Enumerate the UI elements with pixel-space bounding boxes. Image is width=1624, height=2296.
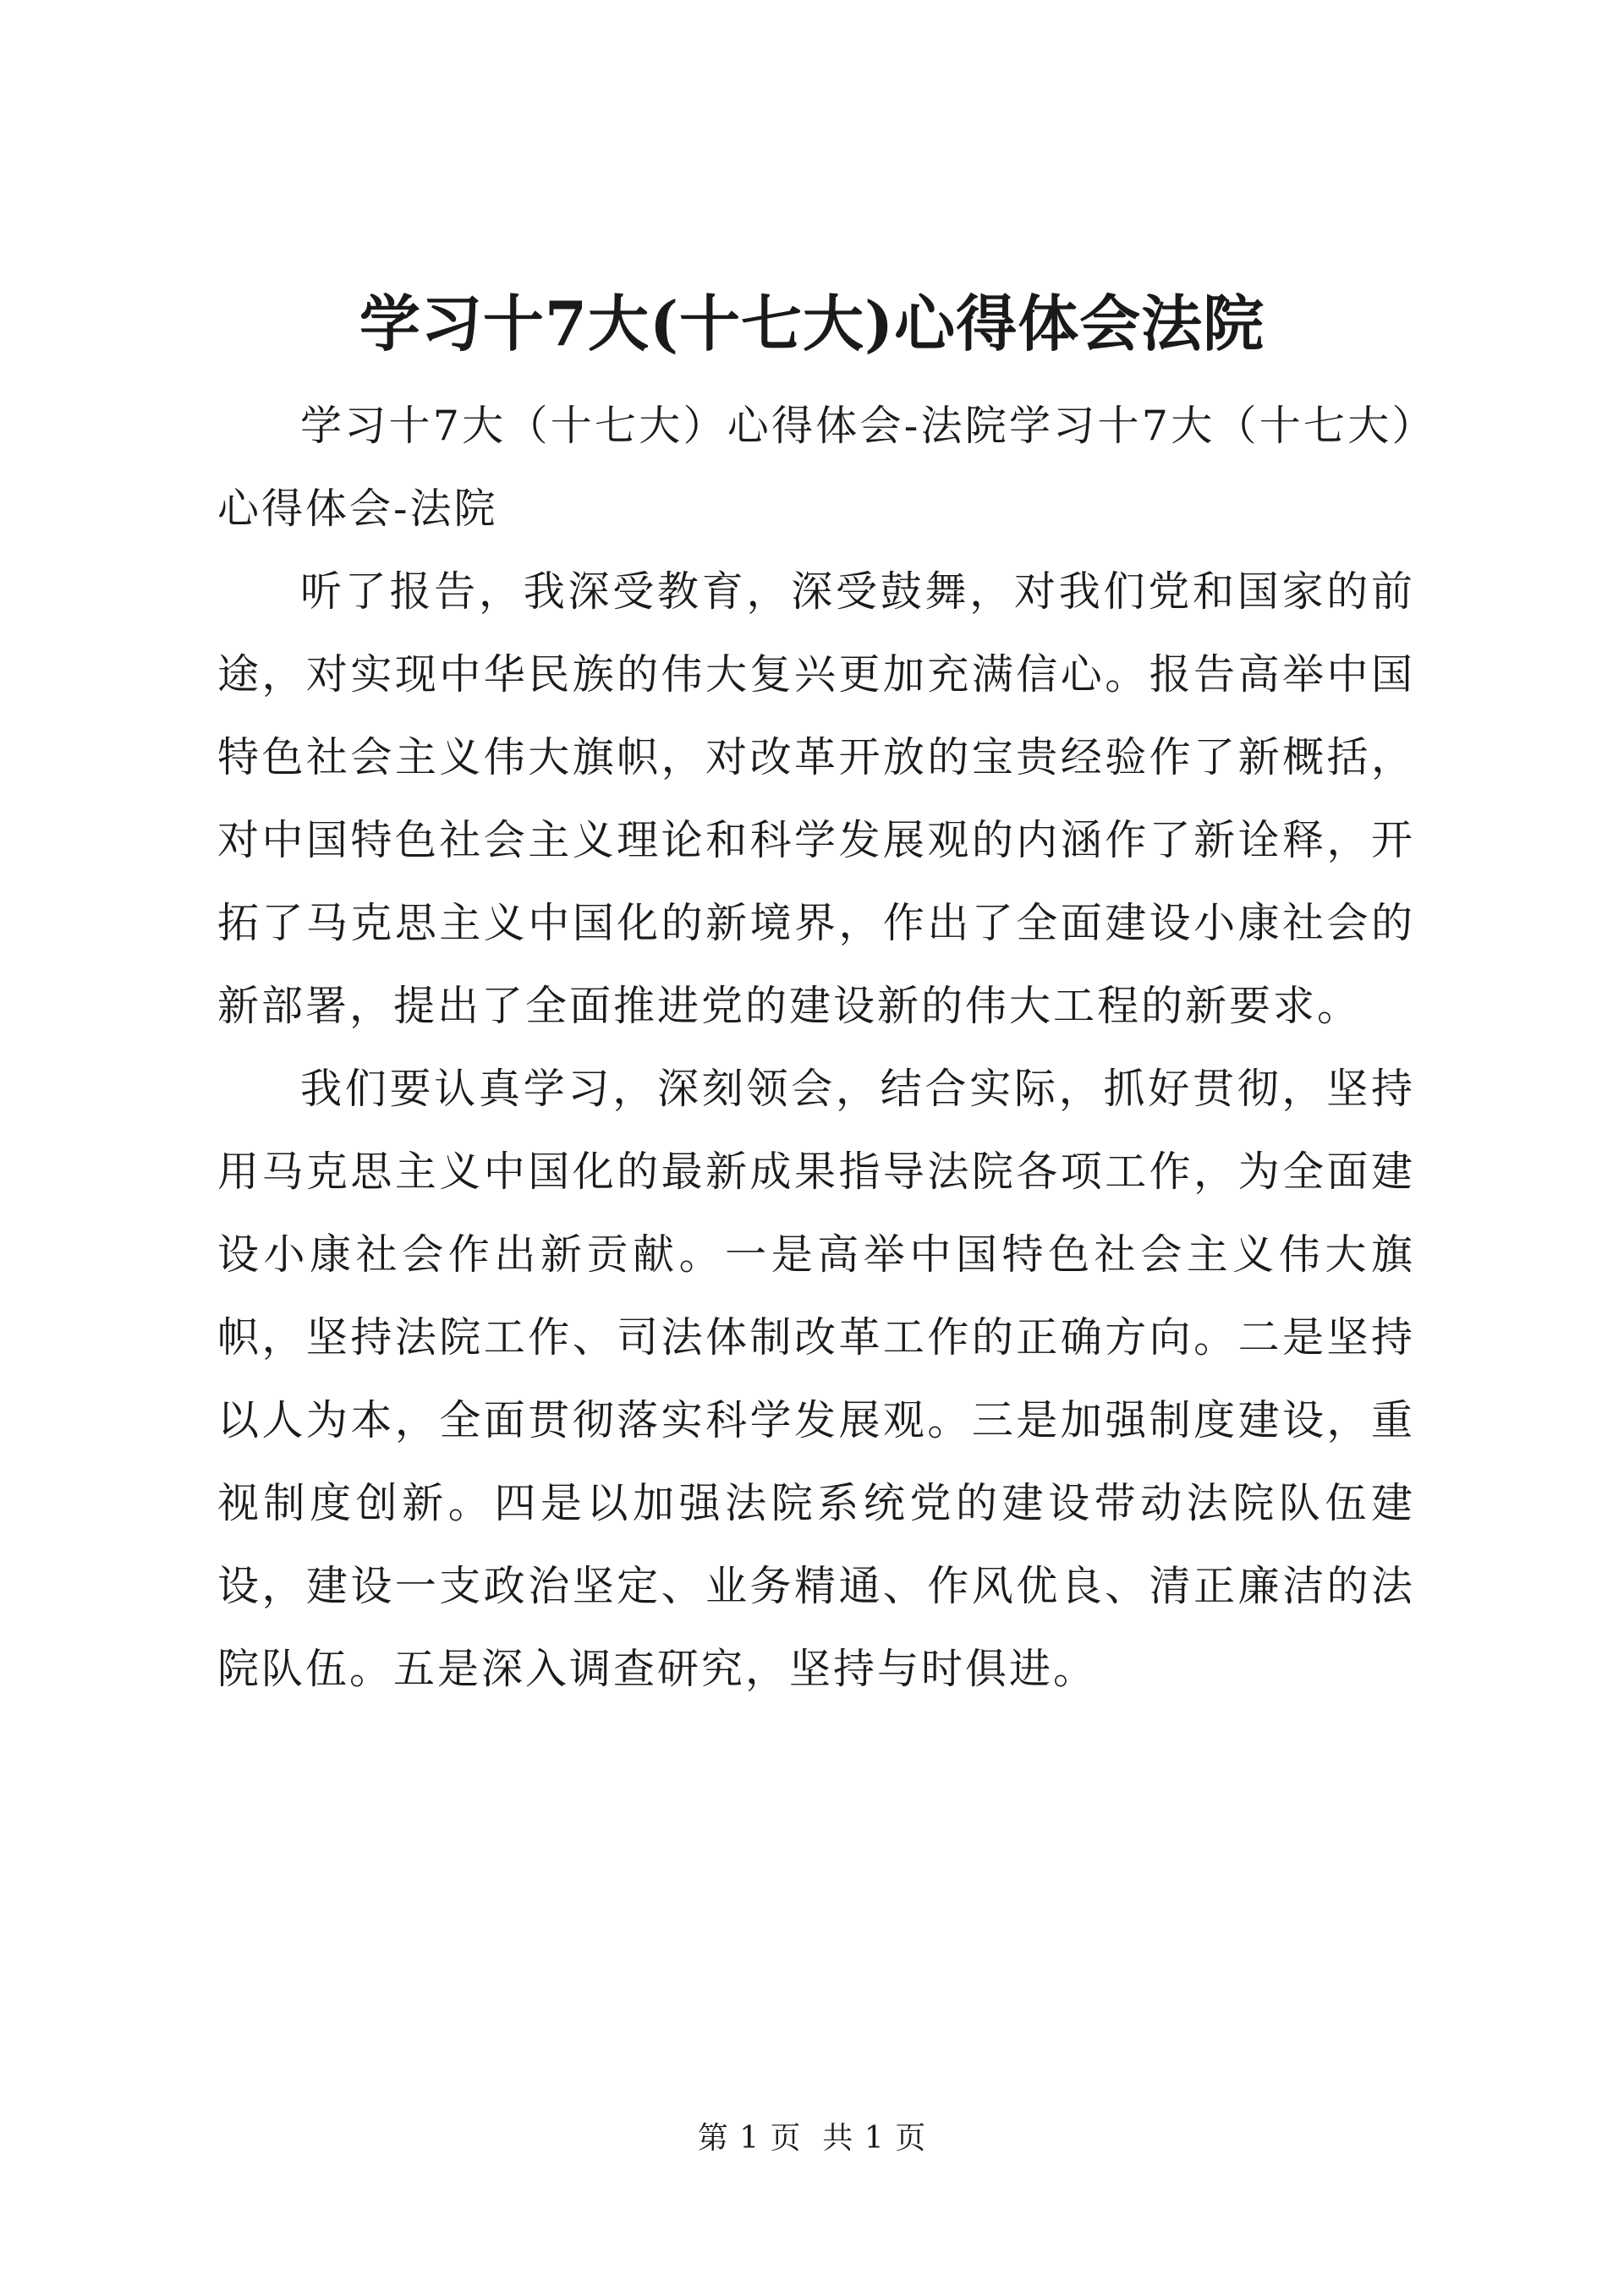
page-footer — [0, 2118, 1624, 2159]
paragraph-subtitle: 学习十7大（十七大）心得体会-法院学习十7大（十七大）心得体会-法院 — [217, 402, 1415, 533]
paragraph-tasks: 我们要认真学习，深刻领会，结合实际，抓好贯彻，坚持用马克思主义中国化的最新成果指导法院各项工作，为全面建设小康社会作出新贡献。一是高举中国特色社会主义伟大旗帜，坚持法院工作、司法体制改革工作的正确方向。二是坚持以人为本，全面贯彻落实科学发展观。三是加强制度建设，重视制度创新。四是以加强法院系统党的建设带动法院队伍建设，建设一支政治坚定、业务精通、作风优良、清正廉洁的法院队伍。五是深入调查研究，坚持与时俱进。 — [217, 1065, 1415, 1693]
page-number: 第 1 页 共 1 页 — [697, 2121, 927, 2156]
document-title: 学习十7大(十七大)心得体会法院 — [359, 288, 1265, 359]
paragraph-report: 听了报告，我深受教育，深受鼓舞，对我们党和国家的前途，对实现中华民族的伟大复兴更加充满信心。报告高举中国特色社会主义伟大旗帜，对改革开放的宝贵经验作了新概括，对中国特色社会主义理论和科学发展观的内涵作了新诠释，开拓了马克思主义中国化的新境界，作出了全面建设小康社会的新部署，提出了全面推进党的建设新的伟大工程的新要求。 — [217, 567, 1415, 1030]
document-body — [217, 385, 1415, 1711]
